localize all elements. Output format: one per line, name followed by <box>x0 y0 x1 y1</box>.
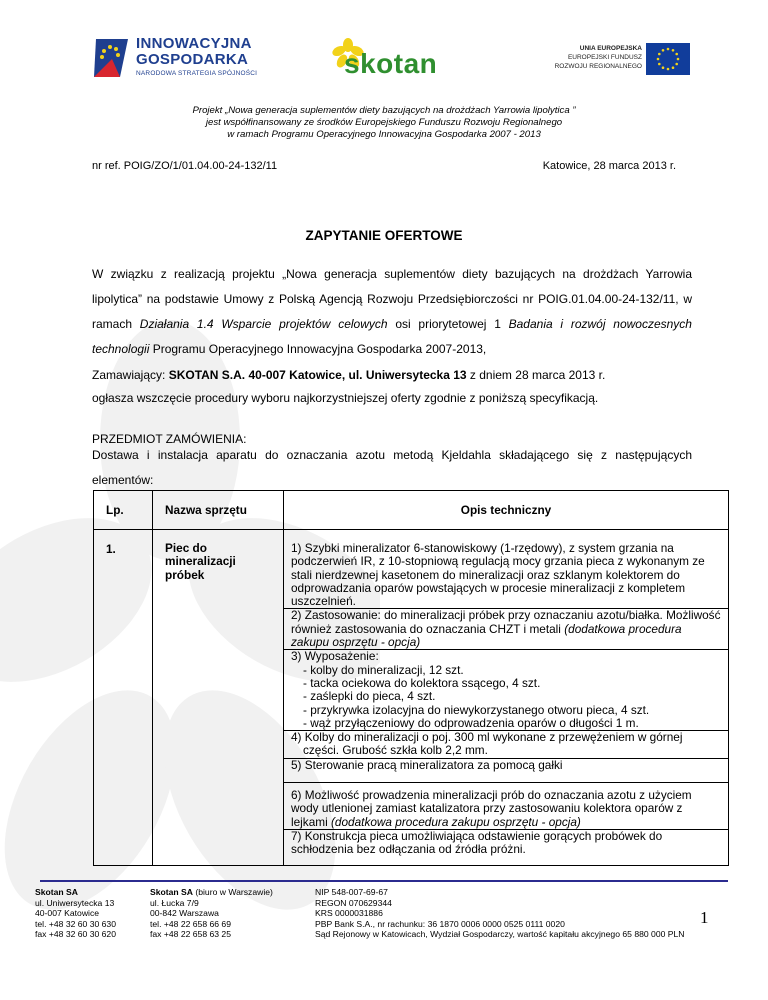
table-header-row <box>94 491 729 530</box>
project-note-2: jest współfinansowany ze środków Europejskiego Funduszu Rozwoju Regionalnego <box>205 117 563 128</box>
footer-hq-l3: tel. +48 32 60 30 630 <box>35 918 116 929</box>
desc-b4-line2: części. Grubość szkła kolb 2,2 mm. <box>303 743 488 758</box>
page-number: 1 <box>700 908 709 927</box>
footer-warsaw-l4: fax +48 22 658 63 25 <box>150 929 231 940</box>
announce-line: ogłasza wszczęcie procedury wyboru najkorzystniejszej oferty zgodnie z poniższą specyfikacją. <box>92 391 599 405</box>
desc-block-3 <box>284 650 728 731</box>
desc-block-4 <box>284 731 728 759</box>
desc-b6-text: 6) Możliwość prowadzenia mineralizacji prób do oznaczania azotu z użyciem wody utlenionej zamiast katalizatora przy zastosowaniu kolektora oparów z lejkami <box>291 788 692 829</box>
intro-text-1: W związku z realizacją projektu „Nowa generacja suplementów diety bazujących na drożdżach Yarrowia lipolytica” na podstawie Umowy z Polską Agencją Rozwoju Przedsiębiorczości nr POIG.01.04.00-24-132/11, w ramach <box>92 267 692 331</box>
footer-reg-l3: KRS 0000031886 <box>315 908 383 919</box>
intro-paragraph <box>92 262 692 362</box>
footer-hq-name: Skotan SA <box>35 887 78 897</box>
footer-hq-l4: fax +48 32 60 30 620 <box>35 929 116 940</box>
footer-hq-l2: 40-007 Katowice <box>35 908 100 919</box>
footer-warsaw-name: Skotan SA <box>150 887 193 897</box>
footer-warsaw-l3: tel. +48 22 658 66 69 <box>150 918 231 929</box>
table-row <box>94 530 729 866</box>
desc-b6-option: (dodatkowa procedura zakupu osprzętu - opcja) <box>331 814 581 829</box>
ig-line2: GOSPODARKA <box>136 51 249 68</box>
desc-block-7: 7) Konstrukcja pieca umożliwiająca odstawienie gorących probówek do schłodzenia bez odłączania od źródła próżni. <box>291 828 663 857</box>
row-name: Piec do mineralizacji próbek <box>153 530 284 866</box>
list-item: - przykrywka izolacyjna do niewykorzystanego otworu pieca, 4 szt. <box>303 702 650 717</box>
header-lp: Lp. <box>94 491 153 530</box>
header-description: Opis techniczny <box>284 491 729 530</box>
footer-col-warsaw <box>150 887 273 940</box>
desc-b2-text: 2) Zastosowanie: do mineralizacji próbek przy oznaczaniu azotu/białka. Możliwość również zastosowania do oznaczania CHZT i metali <box>291 608 721 636</box>
row-description <box>284 530 729 866</box>
buyer-line <box>92 368 605 382</box>
list-item: - wąż przyłączeniowy do odprowadzenia oparów o długości 1 m. <box>303 715 639 730</box>
buyer-date: z dniem 28 marca 2013 r. <box>466 368 606 382</box>
desc-block-1: 1) Szybki mineralizator 6-stanowiskowy (1-rzędowy), z system grzania na podczerwień IR, z 10-stopniową regulacją mocy grzania pieca z wykonanym ze stali nierdzewnej kasetonem do mineralizacji oraz szklanym kolektorem do odprowadzania oparów powstających w procesie mineralizacji z kompletem uszczelnień. <box>284 530 728 609</box>
header-name: Nazwa sprzętu <box>153 491 284 530</box>
ig-flag-icon <box>92 35 132 81</box>
innowacyjna-gospodarka-logo <box>92 33 262 83</box>
intro-action: Działania 1.4 Wsparcie projektów celowych <box>139 317 388 331</box>
project-note-3: w ramach Programu Operacyjnego Innowacyjna Gospodarka 2007 - 2013 <box>227 129 541 140</box>
ue-line3: ROZWOJU REGIONALNEGO <box>554 63 642 70</box>
buyer-label: Zamawiający: <box>92 368 169 382</box>
desc-b3-title: 3) Wyposażenie: <box>291 649 379 664</box>
reference-number: nr ref. POIG/ZO/1/01.04.00-24-132/11 <box>92 160 278 172</box>
intro-text-3: Programu Operacyjnego Innowacyjna Gospodarka 2007-2013, <box>149 342 487 356</box>
skotan-wordmark: skotan <box>344 48 438 79</box>
list-item: - zaślepki do pieca, 4 szt. <box>303 689 436 704</box>
project-note-1: Projekt „Nowa generacja suplementów diety bazujących na drożdżach Yarrowia lipolytica ” <box>192 105 576 116</box>
intro-axis: Badania i rozwój nowoczesnych technologii <box>92 317 692 356</box>
buyer-name: SKOTAN S.A. 40-007 Katowice, ul. Uniwersytecka 13 <box>168 368 467 382</box>
subject-text: Dostawa i instalacja aparatu do oznaczania azotu metodą Kjeldahla składającego się z następujących elementów: <box>92 448 692 487</box>
subject-heading: PRZEDMIOT ZAMÓWIENIA: <box>92 432 247 446</box>
footer-reg-l2: REGON 070629344 <box>315 897 392 908</box>
place-date: Katowice, 28 marca 2013 r. <box>542 160 676 172</box>
skotan-logo <box>312 38 460 80</box>
specification-table <box>93 490 729 866</box>
document-title: ZAPYTANIE OFERTOWE <box>305 228 463 243</box>
desc-b2-option: (dodatkowa procedura zakupu osprzętu - opcja) <box>291 621 682 650</box>
ue-line1: UNIA EUROPEJSKA <box>579 45 642 52</box>
footer-warsaw-suffix: (biuro w Warszawie) <box>192 887 273 897</box>
desc-block-2 <box>284 609 728 650</box>
list-item: - tacka ociekowa do kolektora ssącego, 4 szt. <box>303 675 541 690</box>
desc-b4-line1: 4) Kolby do mineralizacji o poj. 300 ml wykonane z przewężeniem w górnej <box>291 730 683 745</box>
footer-warsaw-l2: 00-842 Warszawa <box>150 908 219 919</box>
eu-flag-icon <box>646 43 690 75</box>
desc-block-6 <box>284 783 728 830</box>
intro-text-2: osi priorytetowej 1 <box>387 317 509 331</box>
footer-reg-l5: Sąd Rejonowy w Katowicach, Wydział Gospodarczy, wartość kapitału akcyjnego 65 880 000 PLN <box>315 929 685 940</box>
desc-block-5: 5) Sterowanie pracą mineralizatora za pomocą gałki <box>284 759 728 783</box>
ue-line2: EUROPEJSKI FUNDUSZ <box>567 54 642 61</box>
eu-logo <box>540 43 690 83</box>
footer-reg-l4: PBP Bank S.A., nr rachunku: 36 1870 0006 0000 0525 0111 0020 <box>315 918 565 929</box>
footer-warsaw-title <box>150 887 273 898</box>
ig-line3: NARODOWA STRATEGIA SPÓJNOŚCI <box>136 70 258 77</box>
footer-reg-l1: NIP 548-007-69-67 <box>315 887 388 897</box>
footer-hq-l1: ul. Uniwersytecka 13 <box>35 897 115 908</box>
row-lp: 1. <box>94 530 153 866</box>
ig-line1: INNOWACYJNA <box>136 35 252 52</box>
footer-col-hq <box>35 887 116 940</box>
footer-divider <box>40 880 728 882</box>
footer-col-registry <box>315 887 685 940</box>
list-item: - kolby do mineralizacji, 12 szt. <box>303 662 464 677</box>
footer-warsaw-l1: ul. Łucka 7/9 <box>150 897 199 908</box>
